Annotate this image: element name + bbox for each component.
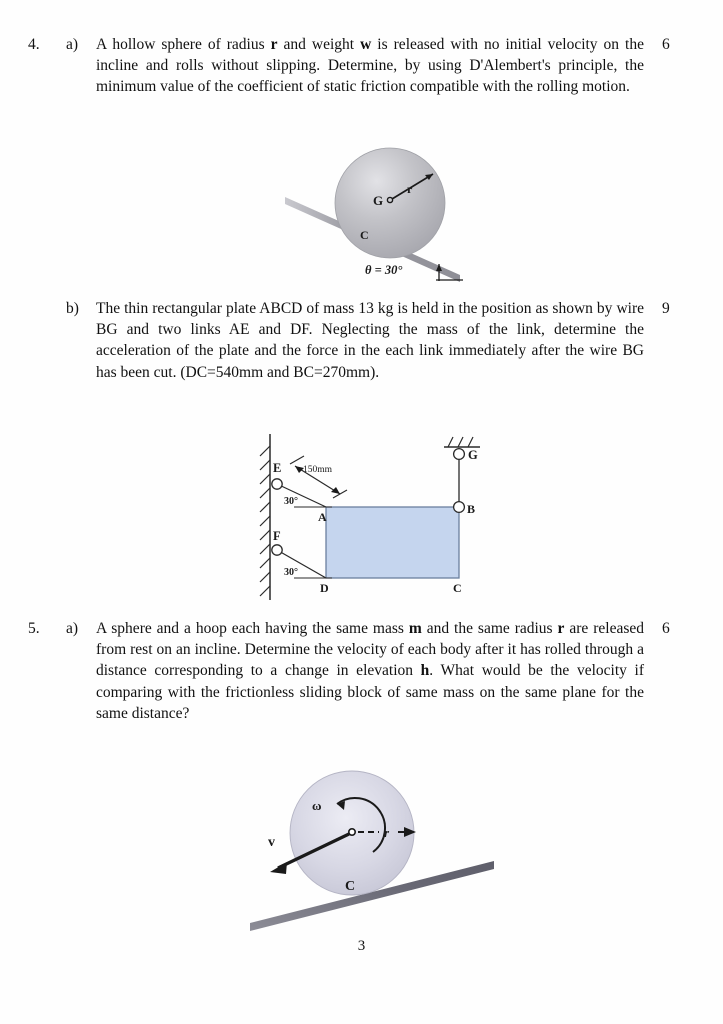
dimension-150mm-label: 150mm [303,465,333,475]
sphere-center-point [349,829,355,835]
plate-label-C: C [453,581,462,595]
figure-hollow-sphere-incline [255,140,495,290]
dimension-150mm [290,456,347,498]
plate-label-B: B [467,502,476,516]
plate-label-A: A [318,510,327,524]
plate-abcd-svg [248,428,498,604]
question-4a-text: A hollow sphere of radius r and weight w is released with no initial velocity on the incline and rolls without slipping. Determine, by using D'Alembert's principle, the minimum value of the coefficient of static friction compatible with the rolling motion. [96,36,644,96]
question-5a-text: A sphere and a hoop each having the same mass m and the same radius r are released from rest on an incline. Determine the velocity of each body after it has rolled through a distance corresponding to a change in elevation h. What would be the velocity if comparing with the frictionless sliding block of same mass on the same plane for the same distance? [96,620,644,722]
question-4a-number: 4. [28,36,40,53]
plate-label-F: F [273,529,281,543]
figure-plate-abcd [248,428,498,604]
sphere-contact-label-C: C [360,228,369,242]
sphere-center-label-G: G [373,193,384,208]
link-FD [272,545,332,578]
plate-label-G: G [468,448,478,462]
question-4b-text: The thin rectangular plate ABCD of mass 13 kg is held in the position as shown by wire BG and two links AE and DF. Neglecting the mass of the link, determine the acceleration of the plate and the force in the each link immediately after the wire BG has been cut. (DC=540mm and BC=270mm). [96,300,644,381]
wall-support [260,434,270,600]
velocity-label-v: v [268,835,275,850]
angle-label-upper-30: 30° [284,496,298,507]
question-5a-number: 5. [28,620,40,637]
omega-label: ω [312,798,322,813]
incline-angle-label: θ = 30° [365,263,403,277]
angle-label-lower-30: 30° [284,567,298,578]
ceiling-support [444,437,480,447]
question-4a-marks: 6 [662,36,670,53]
question-4a-part: a) [66,36,79,53]
wire-BG [454,449,465,513]
figure-rolling-sphere [232,768,522,938]
page-number: 3 [357,938,366,954]
rolling-sphere-svg [232,768,522,938]
plate-rectangle [326,507,459,578]
plate-label-D: D [320,581,329,595]
contact-label-C: C [345,879,356,894]
sphere-radius-label-r: r [407,182,413,196]
hollow-sphere-incline-svg [255,140,495,290]
question-5a-part: a) [66,620,79,637]
plate-label-E: E [273,461,282,475]
question-5a-marks: 6 [662,620,670,637]
question-4b-part: b) [66,300,79,317]
question-4b-marks: 9 [662,300,670,317]
radius-label-r: r [384,825,390,840]
